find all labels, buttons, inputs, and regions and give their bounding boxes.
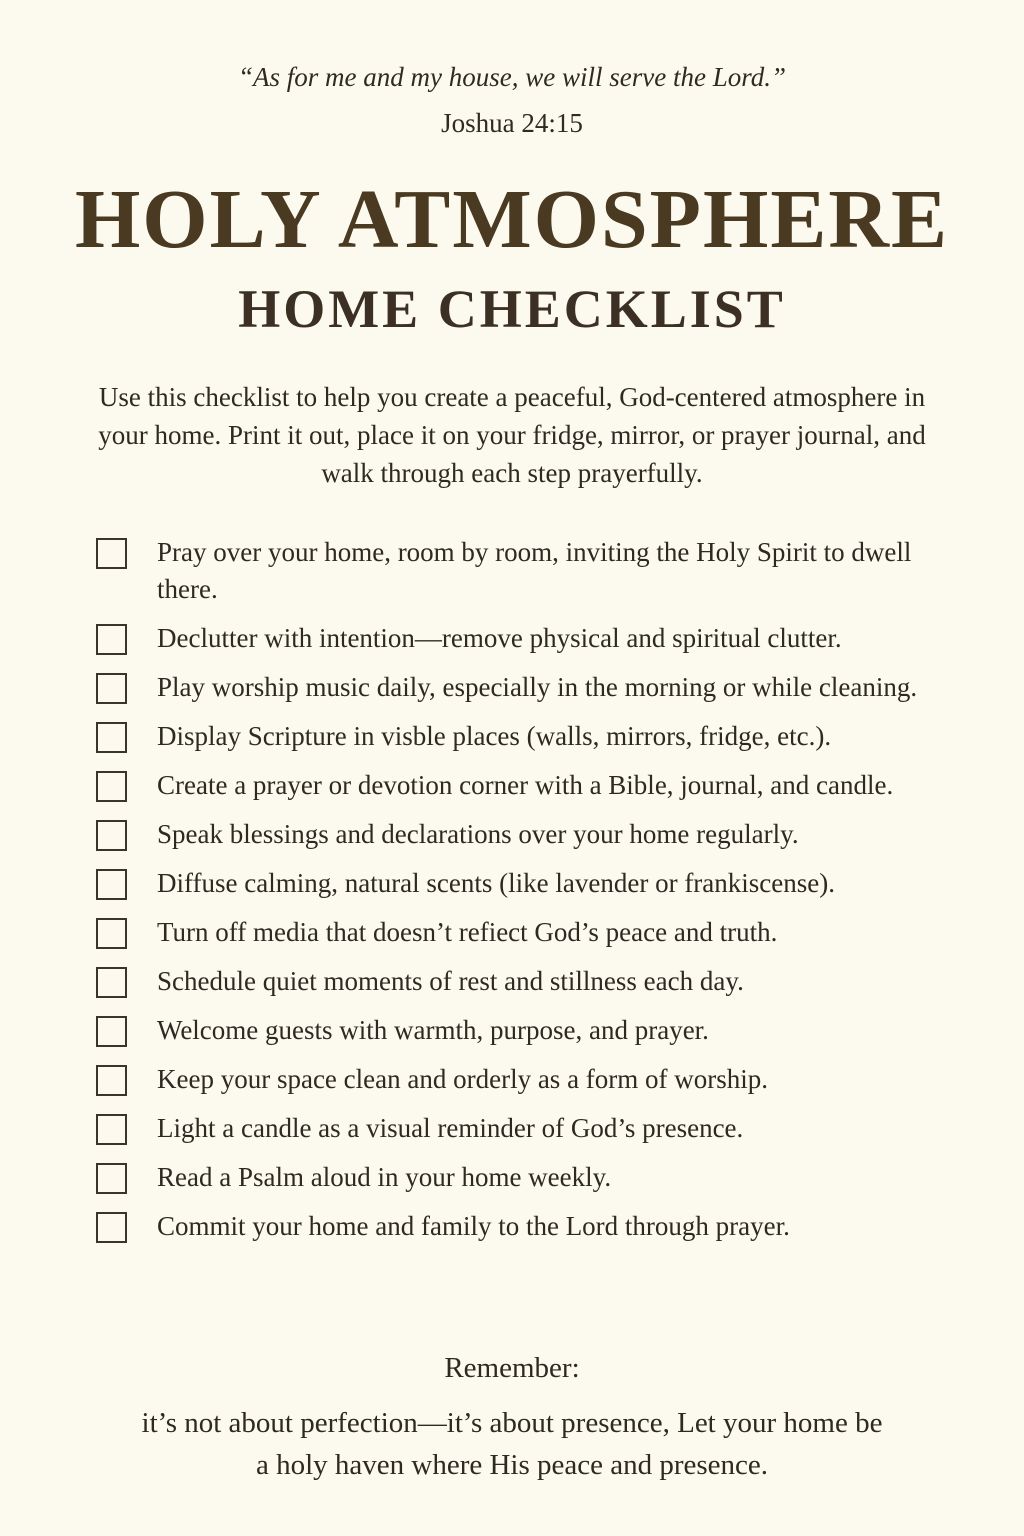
- checklist-item[interactable]: [96, 534, 956, 608]
- scripture-reference: Joshua 24:15: [441, 108, 583, 138]
- intro-paragraph: Use this checklist to help you create a peaceful, God-centered atmosphere in your home. Print it out, place it on your fridge, mirror, or prayer journal, and walk through each step prayerfully.: [98, 382, 926, 488]
- page-title: HOLY ATMOSPHERE: [74, 173, 950, 266]
- remember-message: it’s not about perfection—it’s about presence, Let your home be a holy haven where His peace and presence.: [141, 1407, 883, 1481]
- checkbox[interactable]: [96, 538, 127, 569]
- checklist-item-label: Schedule quiet moments of rest and stillness each day.: [157, 966, 744, 996]
- checkbox[interactable]: [96, 1065, 127, 1096]
- checklist: [96, 534, 956, 1257]
- checkbox[interactable]: [96, 1016, 127, 1047]
- checklist-item-label: Commit your home and family to the Lord through prayer.: [157, 1211, 790, 1241]
- checkbox[interactable]: [96, 967, 127, 998]
- checklist-item[interactable]: [96, 620, 956, 657]
- checklist-item[interactable]: [96, 1110, 956, 1147]
- checklist-item-label: Diffuse calming, natural scents (like lavender or frankiscense).: [157, 868, 835, 898]
- checklist-item[interactable]: [96, 1061, 956, 1098]
- checklist-item-label: Light a candle as a visual reminder of God’s presence.: [157, 1113, 744, 1143]
- checklist-item[interactable]: [96, 1012, 956, 1049]
- checkbox[interactable]: [96, 820, 127, 851]
- page-subtitle: HOME CHECKLIST: [238, 279, 786, 339]
- remember-heading: Remember:: [444, 1352, 580, 1384]
- checklist-item-label: Pray over your home, room by room, inviting the Holy Spirit to dwell there.: [157, 537, 912, 604]
- checklist-item-label: Create a prayer or devotion corner with a Bible, journal, and candle.: [157, 770, 894, 800]
- checklist-item[interactable]: [96, 1208, 956, 1245]
- checkbox[interactable]: [96, 869, 127, 900]
- checkbox[interactable]: [96, 1212, 127, 1243]
- checklist-item-label: Declutter with intention—remove physical and spiritual clutter.: [157, 623, 842, 653]
- checklist-item[interactable]: [96, 718, 956, 755]
- checklist-item[interactable]: [96, 865, 956, 902]
- checkbox[interactable]: [96, 1114, 127, 1145]
- checklist-item[interactable]: [96, 914, 956, 951]
- checklist-item-label: Turn off media that doesn’t refiect God’s peace and truth.: [157, 917, 778, 947]
- scripture-verse: “As for me and my house, we will serve the Lord.”: [238, 62, 786, 92]
- checklist-item-label: Keep your space clean and orderly as a form of worship.: [157, 1064, 769, 1094]
- checkbox[interactable]: [96, 673, 127, 704]
- checklist-item-label: Display Scripture in visble places (walls, mirrors, fridge, etc.).: [157, 721, 832, 751]
- checkbox[interactable]: [96, 918, 127, 949]
- checkbox[interactable]: [96, 722, 127, 753]
- checklist-item-label: Speak blessings and declarations over your home regularly.: [157, 819, 799, 849]
- checklist-item-label: Play worship music daily, especially in the morning or while cleaning.: [157, 672, 918, 702]
- checklist-item-label: Welcome guests with warmth, purpose, and prayer.: [157, 1015, 709, 1045]
- checkbox[interactable]: [96, 1163, 127, 1194]
- checklist-item[interactable]: [96, 669, 956, 706]
- checklist-item[interactable]: [96, 816, 956, 853]
- checklist-item[interactable]: [96, 963, 956, 1000]
- checklist-item[interactable]: [96, 767, 956, 804]
- checkbox[interactable]: [96, 624, 127, 655]
- checkbox[interactable]: [96, 771, 127, 802]
- checklist-item-label: Read a Psalm aloud in your home weekly.: [157, 1162, 612, 1192]
- checklist-item[interactable]: [96, 1159, 956, 1196]
